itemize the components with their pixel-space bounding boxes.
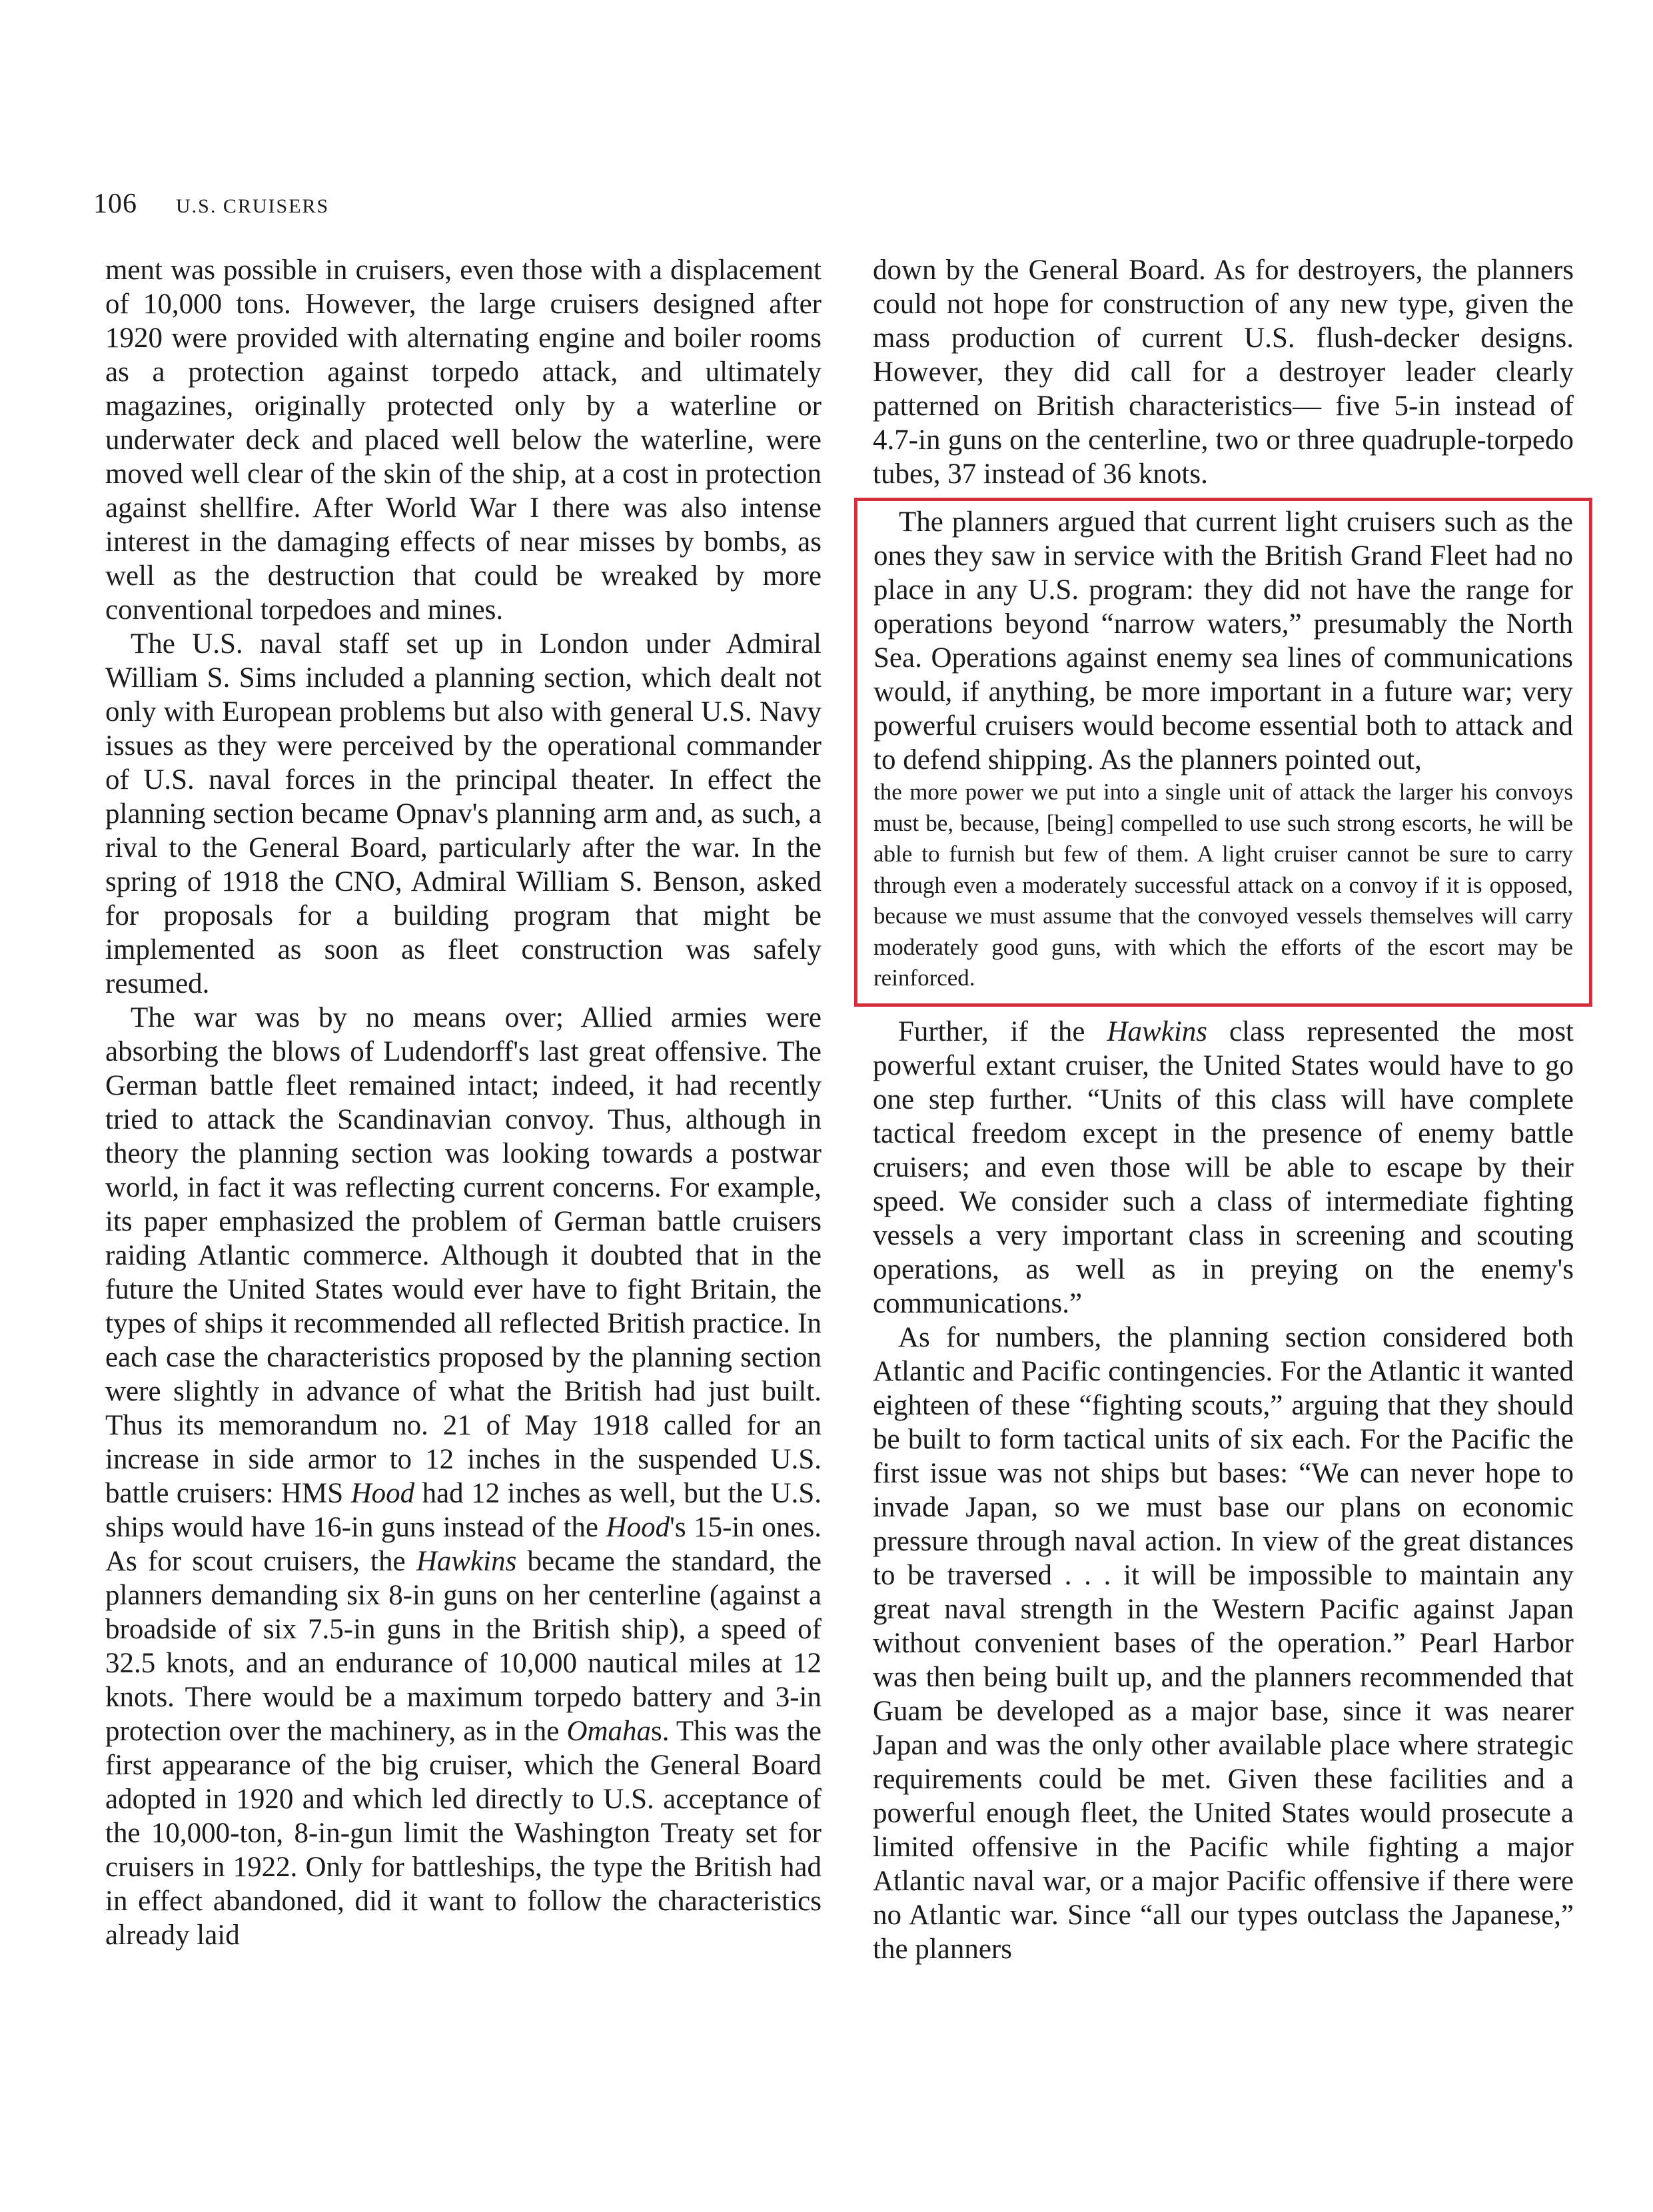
page-number: 106 (93, 189, 137, 219)
ship-name: Hawkins (416, 1546, 517, 1577)
text-run: s. This was the first appearance of the big cruiser, which the General Board adopted in 1920 and which led directly to U.S. acceptance of the 10,000-ton, 8-in-gun limit the Washington Treaty set for cruisers in 1922. Only for battleships, the type the British had in effect abandoned, did it want to follow the characteristics already laid (105, 1716, 822, 1951)
highlighted-paragraph: The planners argued that current light cruisers such as the ones they saw in service with the British Grand Fleet had no place in any U.S. program: they did not have the range for operations beyond “narrow waters,” presumably the North Sea. Operations against enemy sea lines of communications would, if anything, be more important in a future war; very powerful cruisers would become essential both to attack and to defend shipping. As the planners pointed out, (873, 506, 1573, 776)
ship-name: Hood (606, 1512, 670, 1543)
highlight-box (854, 498, 1592, 1007)
text-run: 's 15-in ones. As for scout cruisers, the (105, 1512, 822, 1577)
block-quote: the more power we put into a single unit of attack the larger his convoys must be, because, [being] compelled to use such strong escorts, he will be able to furnish but few of them. A light cruiser cannot be sure to carry through even a moderately successful attack on a convoy if it is opposed, because we must assume that the convoyed vessels themselves will carry moderately good guns, with which the efforts of the escort may be reinforced. (873, 779, 1573, 991)
paragraph: As for numbers, the planning section considered both Atlantic and Pacific contingencies. For the Atlantic it wanted eighteen of these “fighting scouts,” arguing that they should be built to form tactical units of six each. For the Pacific the first issue was not ships but bases: “We can never hope to invade Japan, so we must base our plans on economic pressure through naval action. In view of the great distances to be traversed . . . it will be impossible to maintain any great naval strength in the Western Pacific against Japan without convenient bases of the operation.” Pearl Harbor was then being built up, and the planners recommended that Guam be developed as a major base, since it was nearer Japan and was the only other available place where strategic requirements could be met. Given these facilities and a powerful enough fleet, the United States would prosecute a limited offensive in the Pacific while fighting a major Atlantic naval war, or a major Pacific offensive if there were no Atlantic war. Since “all our types outclass the Japanese,” the planners (873, 1321, 1574, 1965)
right-column (873, 253, 1574, 1966)
ship-name: Hood (350, 1478, 415, 1509)
running-head: U.S. CRUISERS (176, 195, 330, 217)
text-run: had 12 inches as well, but the U.S. ships would have 16-in guns instead of the (105, 1478, 822, 1543)
ship-name: Hawkins (1107, 1015, 1207, 1047)
paragraph: down by the General Board. As for destroyers, the planners could not hope for construction of any new type, given the mass production of current U.S. flush-decker designs. However, they did call for a destroyer leader clearly patterned on British characteristics— five 5-in instead of 4.7-in guns on the centerline, two or three quadruple-torpedo tubes, 37 instead of 36 knots. (873, 255, 1574, 490)
text-run: The war was by no means over; Allied armies were absorbing the blows of Ludendorff's last great offensive. The German battle fleet remained intact; indeed, it had recently tried to attack the Scandinavian convoy. Thus, although in theory the planning section was looking towards a postwar world, in fact it was reflecting current concerns. For example, its paper emphasized the problem of German battle cruisers raiding Atlantic commerce. Although it doubted that in the future the United States would ever have to fight Britain, the types of ships it recommended all reflected British practice. In each case the characteristics proposed by the planning section were slightly in advance of what the British had just built. Thus its memorandum no. 21 of May 1918 called for an increase in side armor to 12 inches in the suspended U.S. battle cruisers: HMS (105, 1002, 822, 1509)
paragraph: ment was possible in cruisers, even those with a displacement of 10,000 tons. However, the large cruisers designed after 1920 were provided with alternating engine and boiler rooms as a protection against torpedo attack, and ultimately magazines, originally protected only by a waterline or underwater deck and placed well below the waterline, were moved well clear of the skin of the ship, at a cost in protection against shellfire. After World War I there was also intense interest in the damaging effects of near misses by bombs, as well as the destruction that could be wreaked by more conventional torpedoes and mines. (105, 255, 822, 626)
left-column (105, 253, 822, 1952)
page-header (93, 188, 329, 220)
paragraph (105, 1001, 822, 1952)
text-run: became the standard, the planners demanding six 8-in guns on her centerline (against a broadside of six 7.5-in guns in the British ship), a speed of 32.5 knots, and an endurance of 10,000 nautical miles at 12 knots. There would be a maximum torpedo battery and 3-in protection over the machinery, as in the (105, 1546, 822, 1747)
ship-name: Omaha (566, 1716, 652, 1747)
paragraph (873, 1015, 1574, 1321)
text-run: class represented the most powerful extant cruiser, the United States would have to go one step further. “Units of this class will have complete tactical freedom except in the presence of enemy battle cruisers; and even those will be able to escape by their speed. We consider such a class of intermediate fighting vessels a very important class in screening and scouting operations, as well as in preying on the enemy's communications.” (873, 1015, 1574, 1319)
text-run: Further, if the (898, 1015, 1107, 1047)
paragraph: The U.S. naval staff set up in London under Admiral William S. Sims included a planning section, which dealt not only with European problems but also with general U.S. Navy issues as they were perceived by the operational commander of U.S. naval forces in the principal theater. In effect the planning section became Opnav's planning arm and, as such, a rival to the General Board, particularly after the war. In the spring of 1918 the CNO, Admiral William S. Benson, asked for proposals for a building program that might be implemented as soon as fleet construction was safely resumed. (105, 628, 822, 999)
